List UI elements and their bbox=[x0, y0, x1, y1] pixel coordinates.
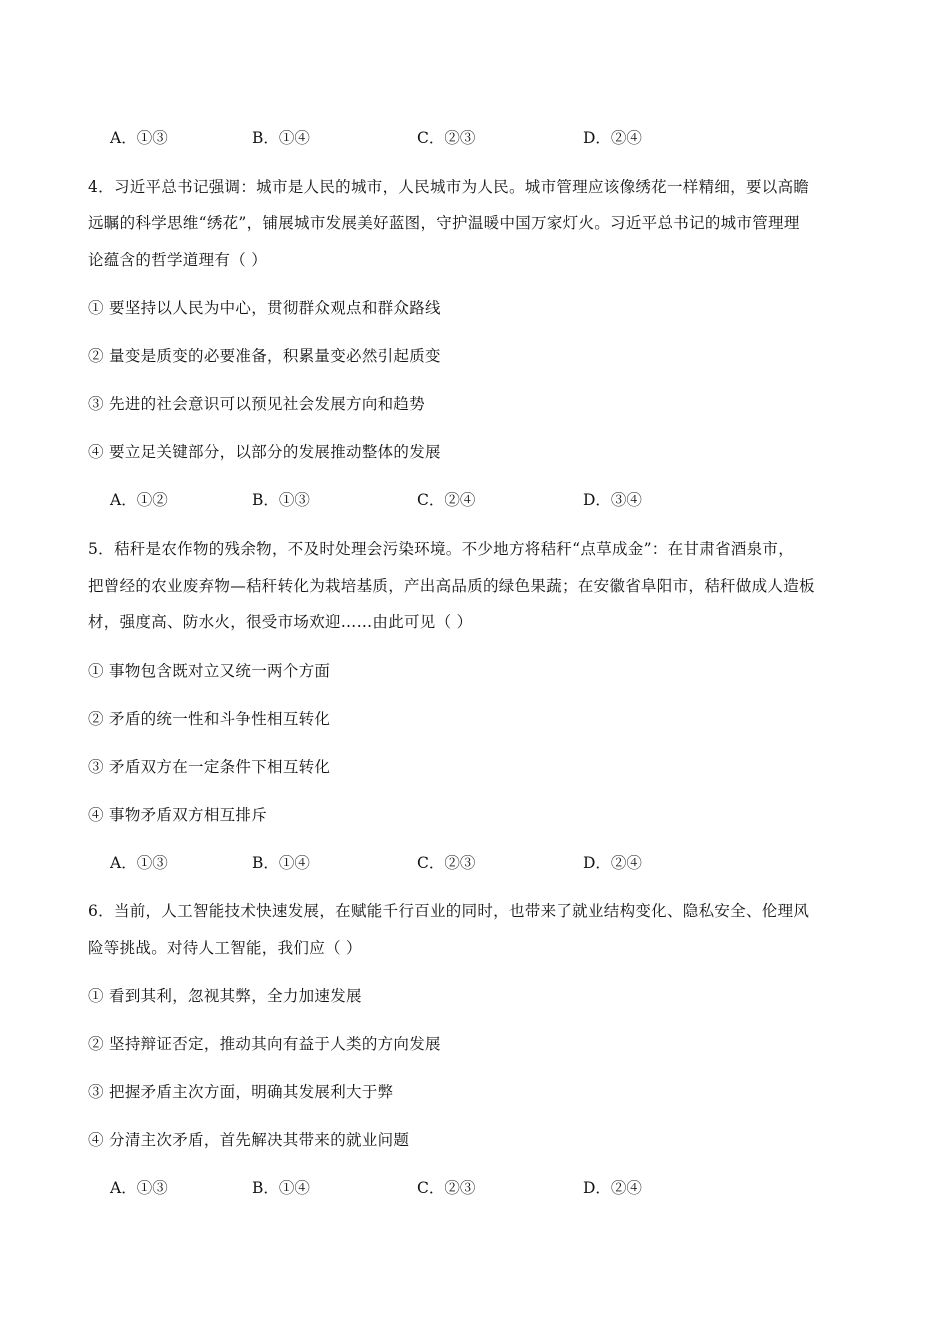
option-d[interactable]: D．③④ bbox=[583, 491, 642, 509]
question-stem-line: 6．当前，人工智能技术快速发展，在赋能千行百业的同时，也带来了就业结构变化、隐私安全、伦理风 bbox=[88, 902, 810, 920]
question-stem-line: 5．秸秆是农作物的残余物，不及时处理会污染环境。不少地方将秸秆“点草成金”：在甘肃省酒泉市， bbox=[88, 540, 795, 558]
question-stem-line: 远瞩的科学思维“绣花”，铺展城市发展美好蓝图，守护温暖中国万家灯火。习近平总书记的城市管理理 bbox=[88, 214, 800, 232]
statement-item: ③ 矛盾双方在一定条件下相互转化 bbox=[88, 758, 331, 776]
question-stem-line: 材，强度高、防水火，很受市场欢迎……由此可见（ ） bbox=[88, 613, 473, 631]
statement-item: ④ 要立足关键部分，以部分的发展推动整体的发展 bbox=[88, 443, 441, 461]
option-d[interactable]: D．②④ bbox=[583, 1179, 642, 1197]
question-stem-line: 险等挑战。对待人工智能，我们应（ ） bbox=[88, 939, 362, 957]
statement-item: ② 矛盾的统一性和斗争性相互转化 bbox=[88, 710, 331, 728]
option-a[interactable]: A．①③ bbox=[110, 129, 168, 147]
answer-options-q6 bbox=[110, 1178, 870, 1198]
statement-item: ① 事物包含既对立又统一两个方面 bbox=[88, 662, 331, 680]
option-d[interactable]: D．②④ bbox=[583, 854, 642, 872]
question-stem-line: 4．习近平总书记强调：城市是人民的城市，人民城市为人民。城市管理应该像绣花一样精细，要以高瞻 bbox=[88, 178, 810, 196]
question-stem-line: 把曾经的农业废弃物—秸秆转化为栽培基质，产出高品质的绿色果蔬；在安徽省阜阳市，秸秆做成人造板 bbox=[88, 577, 815, 595]
option-b[interactable]: B．①④ bbox=[252, 1179, 310, 1197]
option-c[interactable]: C．②④ bbox=[417, 491, 476, 509]
statement-item: ③ 先进的社会意识可以预见社会发展方向和趋势 bbox=[88, 395, 426, 413]
option-a[interactable]: A．①③ bbox=[110, 1179, 168, 1197]
option-c[interactable]: C．②③ bbox=[417, 1179, 476, 1197]
option-b[interactable]: B．①④ bbox=[252, 854, 310, 872]
option-c[interactable]: C．②③ bbox=[417, 854, 476, 872]
question-stem-line: 论蕴含的哲学道理有（ ） bbox=[88, 251, 268, 269]
option-b[interactable]: B．①④ bbox=[252, 129, 310, 147]
answer-options-q5 bbox=[110, 853, 870, 873]
option-a[interactable]: A．①② bbox=[110, 491, 168, 509]
answer-options-q4 bbox=[110, 490, 870, 510]
statement-item: ③ 把握矛盾主次方面，明确其发展利大于弊 bbox=[88, 1083, 394, 1101]
statement-item: ② 量变是质变的必要准备，积累量变必然引起质变 bbox=[88, 347, 441, 365]
statement-item: ① 要坚持以人民为中心，贯彻群众观点和群众路线 bbox=[88, 299, 441, 317]
statement-item: ④ 分清主次矛盾，首先解决其带来的就业问题 bbox=[88, 1131, 410, 1149]
option-c[interactable]: C．②③ bbox=[417, 129, 476, 147]
option-a[interactable]: A．①③ bbox=[110, 854, 168, 872]
option-d[interactable]: D．②④ bbox=[583, 129, 642, 147]
statement-item: ① 看到其利，忽视其弊，全力加速发展 bbox=[88, 987, 362, 1005]
answer-options-q3 bbox=[110, 128, 870, 148]
option-b[interactable]: B．①③ bbox=[252, 491, 310, 509]
statement-item: ④ 事物矛盾双方相互排斥 bbox=[88, 806, 268, 824]
statement-item: ② 坚持辩证否定，推动其向有益于人类的方向发展 bbox=[88, 1035, 441, 1053]
